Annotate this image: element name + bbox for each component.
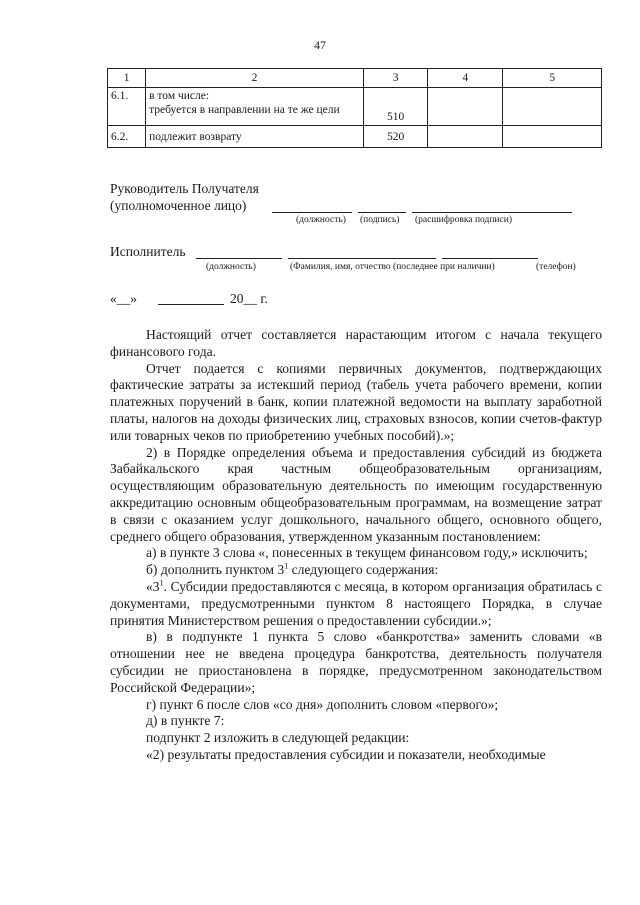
row-cell — [503, 88, 602, 126]
superscript: 1 — [159, 578, 164, 588]
table-header-row — [108, 69, 602, 88]
text-run: . Субсидии предоставляются с месяца, в котором организация обратилась с документами, предусмотренными пунктом 8 настоящего Порядка, в случае принятия Министерством решения о предоставлении субсидии.»; — [110, 578, 602, 628]
row-code-cell: 520 — [363, 126, 427, 148]
name-line — [412, 212, 572, 213]
row-label-cell — [146, 88, 364, 126]
date-year: 20__ г. — [230, 291, 268, 306]
paragraph — [110, 579, 602, 629]
head-subtitle: (уполномоченное лицо) — [110, 198, 247, 213]
executor-name-line — [288, 258, 436, 259]
table-row — [108, 88, 602, 126]
paragraph: в) в подпункте 1 пункта 5 слово «банкротства» заменить словами «в отношении нее не введена процедура банкротства, деятельность получателя субсидии не приостановлена в порядке, предусмотренном законодательством Российской Федерации»; — [110, 629, 602, 695]
row-code-cell: 510 — [363, 88, 427, 126]
table-row — [108, 126, 602, 148]
row-label-line: в том числе: — [149, 90, 210, 102]
date-month-line — [158, 304, 224, 305]
text-run: б) дополнить пунктом 3 — [146, 562, 285, 578]
paragraph: «2) результаты предоставления субсидии и показатели, необходимые — [146, 746, 546, 762]
header-cell: 2 — [146, 69, 364, 88]
superscript: 1 — [284, 561, 289, 571]
executor-phone-line — [442, 258, 538, 259]
paragraph: 2) в Порядке определения объема и предоставления субсидий из бюджета Забайкальского края частным общеобразовательным организациям, осуществляющим образовательную деятельность по имеющим государственную аккредитацию основным общеобразовательным программам, на возмещение затрат в связи с оказанием услуг дошкольного, начального общего, основного общего, среднего общего образования, утвержденном указанным постановлением: — [110, 444, 602, 544]
text-run: следующего содержания: — [288, 562, 439, 578]
paragraph: г) пункт 6 после слов «со дня» дополнить словом «первого»; — [146, 696, 499, 712]
header-cell: 5 — [503, 69, 602, 88]
header-cell: 4 — [428, 69, 503, 88]
signature-line — [358, 212, 406, 213]
header-cell: 3 — [363, 69, 427, 88]
caption-signature: (подпись) — [360, 215, 400, 225]
body-text — [110, 327, 602, 764]
row-cell — [503, 126, 602, 148]
paragraph: Настоящий отчет составляется нарастающим итогом с начала текущего финансового года. — [110, 327, 602, 359]
date-day: «__» — [110, 291, 137, 306]
head-title: Руководитель Получателя — [110, 181, 259, 196]
paragraph: подпункт 2 изложить в следующей редакции: — [146, 730, 410, 746]
page-number: 47 — [314, 38, 326, 52]
report-table — [107, 68, 602, 148]
row-number-cell: 6.1. — [108, 88, 146, 126]
paragraph: а) в пункте 3 слова «, понесенных в текущем финансовом году,» исключить; — [146, 545, 588, 561]
caption-executor-phone: (телефон) — [536, 262, 576, 272]
row-label-line: требуется в направлении на те же цели — [149, 104, 340, 116]
paragraph: д) в пункте 7: — [146, 713, 225, 729]
executor-position-line — [196, 258, 282, 259]
caption-executor-name: (Фамилия, имя, отчество (последнее при наличии) — [290, 262, 495, 272]
caption-executor-position: (должность) — [206, 262, 256, 272]
paragraph: Отчет подается с копиями первичных документов, подтверждающих фактические затраты за истекший период (табель учета рабочего времени, копии платежных поручений в банк, копии платежной ведомости на выплату заработной платы, налогов на доходы физических лиц, страховых взносов, копии счетов-фактур или товарных чеков по приобретению учебных пособий).»; — [110, 360, 602, 443]
caption-name: (расшифровка подписи) — [415, 215, 512, 225]
caption-position: (должность) — [296, 215, 346, 225]
row-label-cell: подлежит возврату — [146, 126, 364, 148]
position-line — [272, 212, 352, 213]
row-number-cell: 6.2. — [108, 126, 146, 148]
header-cell: 1 — [108, 69, 146, 88]
text-run: «3 — [146, 578, 160, 594]
row-cell — [428, 126, 503, 148]
executor-label: Исполнитель — [110, 244, 186, 259]
paragraph — [110, 562, 602, 579]
row-cell — [428, 88, 503, 126]
